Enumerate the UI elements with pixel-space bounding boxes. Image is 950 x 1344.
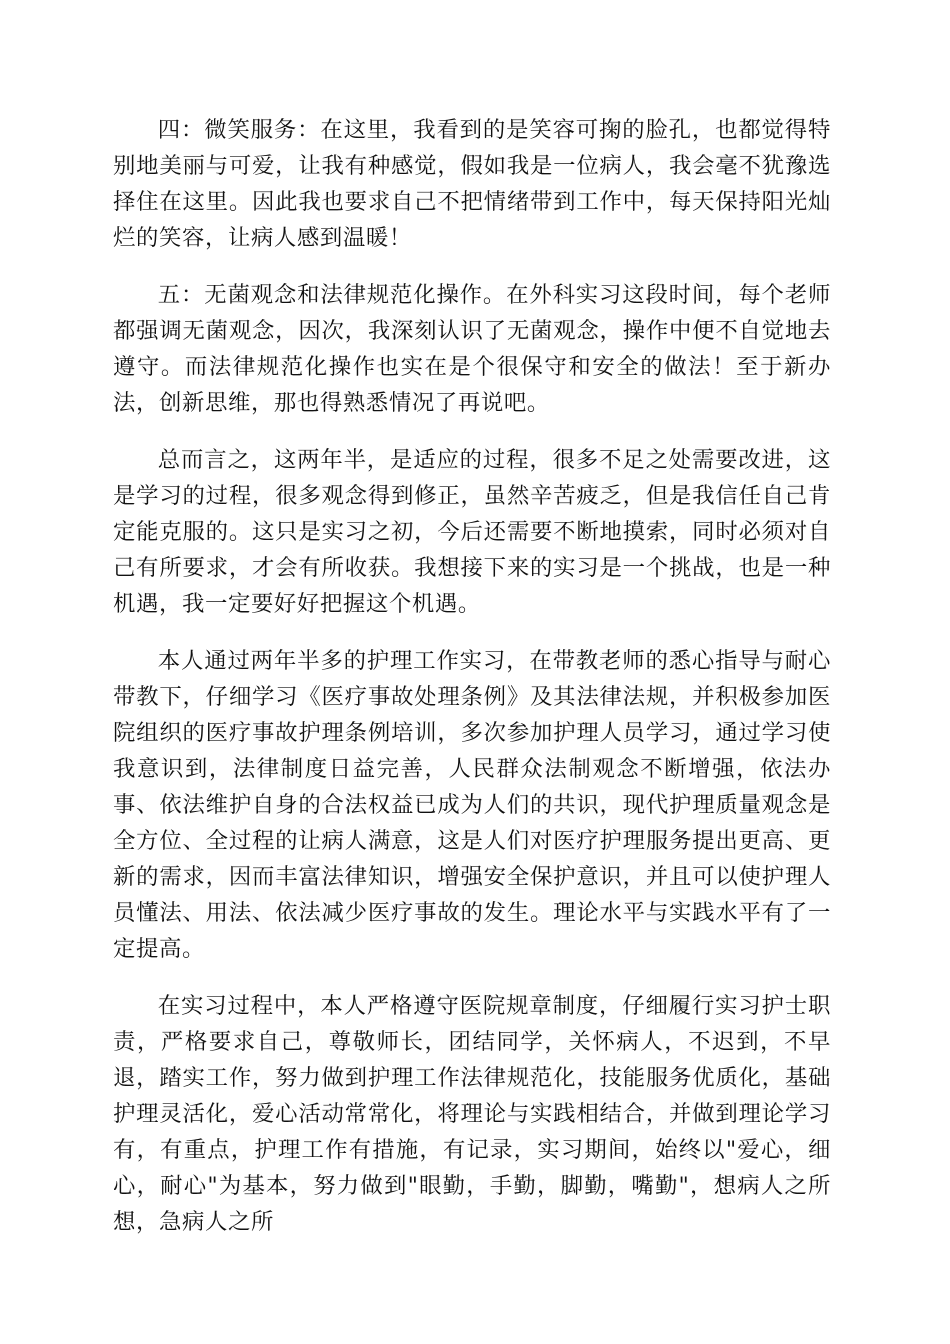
document-body (113, 112, 831, 1261)
paragraph-internship-conduct: 在实习过程中，本人严格遵守医院规章制度，仔细履行实习护士职责，严格要求自己，尊敬师长，团结同学，关怀病人，不迟到，不早退，踏实工作，努力做到护理工作法律规范化，技能服务优质化，基础护理灵活化，爱心活动常常化，将理论与实践相结合，并做到理论学习有，有重点，护理工作有措施，有记录，实习期间，始终以"爱心，细心，耐心"为基本，努力做到"眼勤，手勤，脚勤，嘴勤"，想病人之所想，急病人之所 (113, 993, 831, 1235)
paragraph-smile-service: 四：微笑服务：在这里，我看到的是笑容可掬的脸孔，也都觉得特别地美丽与可爱，让我有种感觉，假如我是一位病人，我会毫不犹豫选择住在这里。因此我也要求自己不把情绪带到工作中，每天保持阳光灿烂的笑容，让病人感到温暖！ (113, 117, 831, 251)
paragraph-legal-study: 本人通过两年半多的护理工作实习，在带教老师的悉心指导与耐心带教下，仔细学习《医疗事故处理条例》及其法律法规，并积极参加医院组织的医疗事故护理条例培训，多次参加护理人员学习，通过学习使我意识到，法律制度日益完善，人民群众法制观念不断增强，依法办事、依法维护自身的合法权益已成为人们的共识，现代护理质量观念是全方位、全过程的让病人满意，这是人们对医疗护理服务提出更高、更新的需求，因而丰富法律知识，增强安全保护意识，并且可以使护理人员懂法、用法、依法减少医疗事故的发生。理论水平与实践水平有了一定提高。 (113, 648, 831, 962)
paragraph-summary: 总而言之，这两年半，是适应的过程，很多不足之处需要改进，这是学习的过程，很多观念得到修正，虽然辛苦疲乏，但是我信任自己肯定能克服的。这只是实习之初，今后还需要不断地摸索，同时必须对自己有所要求，才会有所收获。我想接下来的实习是一个挑战，也是一种机遇，我一定要好好把握这个机遇。 (113, 447, 831, 617)
paragraph-aseptic-concept: 五：无菌观念和法律规范化操作。在外科实习这段时间，每个老师都强调无菌观念，因次，我深刻认识了无菌观念，操作中便不自觉地去遵守。而法律规范化操作也实在是个很保守和安全的做法！至于新办法，创新思维，那也得熟悉情况了再说吧。 (113, 282, 831, 416)
